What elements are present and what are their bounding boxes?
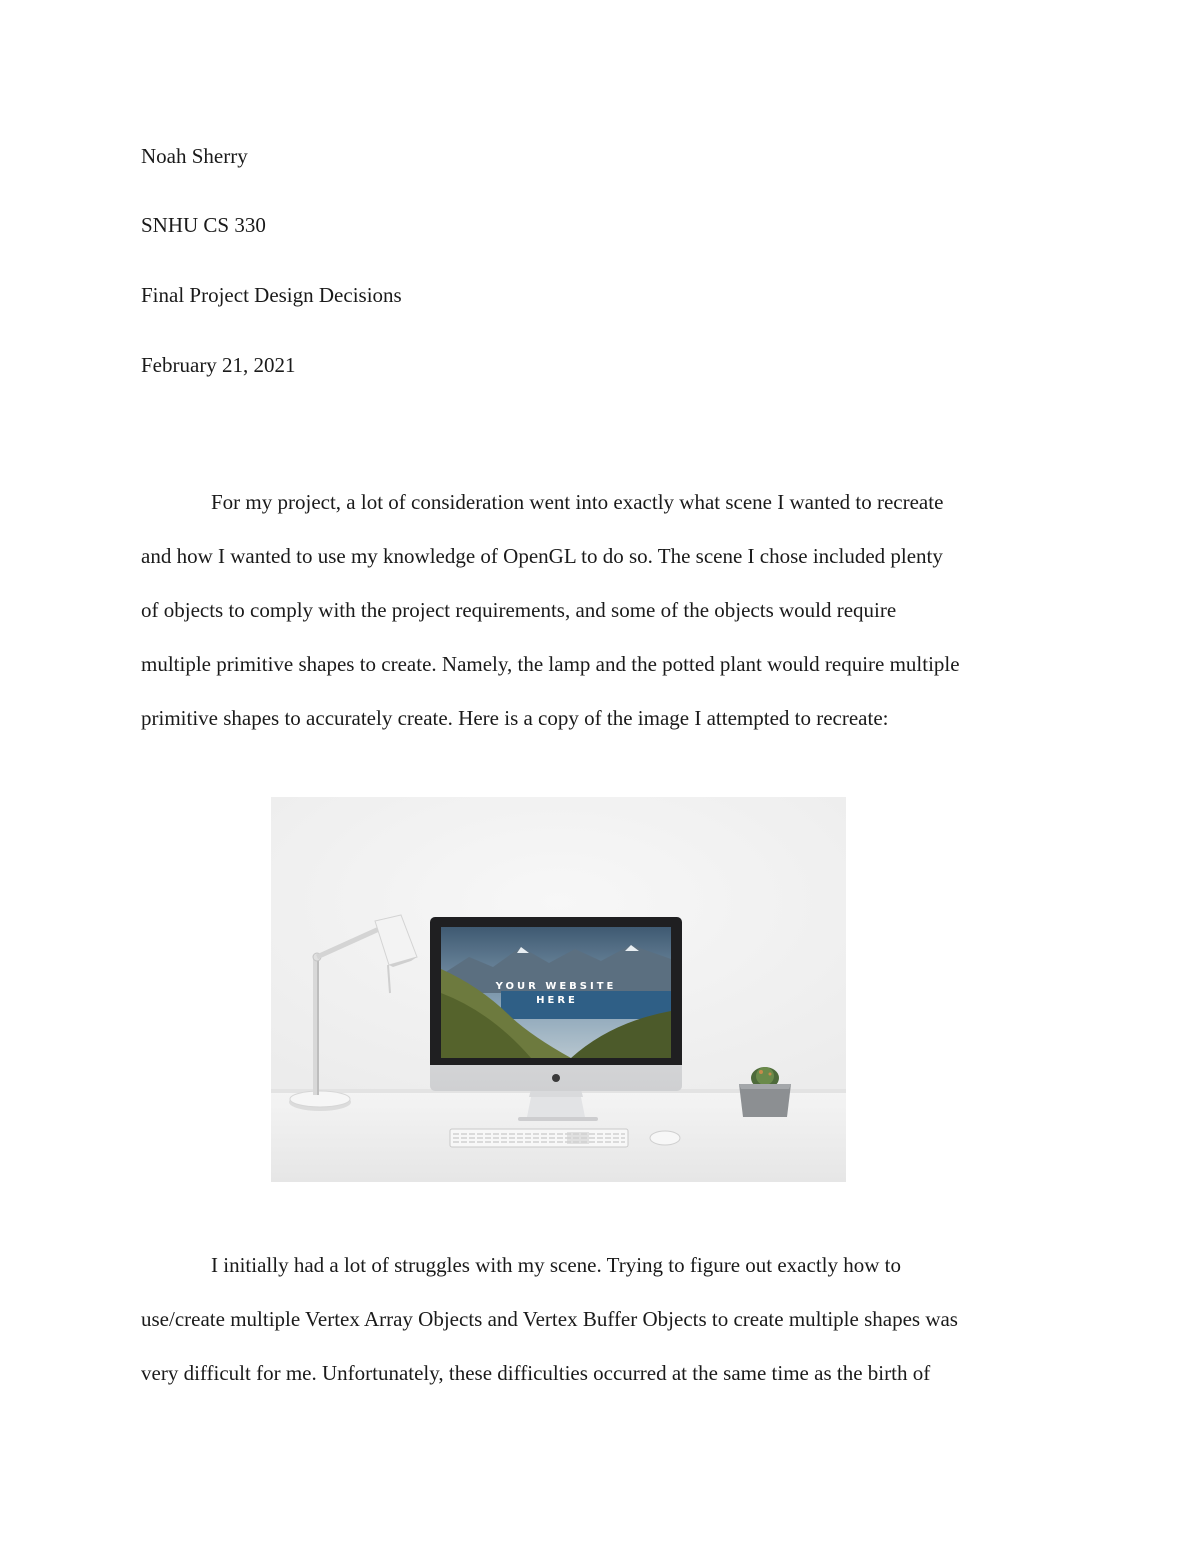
screen-text: YOUR WEBSITE (495, 981, 617, 992)
paragraph-line: multiple primitive shapes to create. Namely, the lamp and the potted plant would require multiple (141, 652, 960, 676)
author-name: Noah Sherry (141, 144, 248, 168)
course-name: SNHU CS 330 (141, 213, 266, 237)
paragraph-line: For my project, a lot of consideration went into exactly what scene I wanted to recreate (211, 490, 944, 514)
document-date: February 21, 2021 (141, 353, 296, 377)
paragraph-line: and how I wanted to use my knowledge of OpenGL to do so. The scene I chose included plenty (141, 544, 943, 568)
paragraph-line: of objects to comply with the project requirements, and some of the objects would require (141, 598, 897, 622)
screen-text: HERE (536, 995, 578, 1006)
paragraph-line: very difficult for me. Unfortunately, these difficulties occurred at the same time as the birth of (141, 1361, 931, 1385)
paragraph-line: I initially had a lot of struggles with my scene. Trying to figure out exactly how to (211, 1253, 901, 1277)
mouse (650, 1131, 680, 1145)
desk-scene-image (271, 797, 846, 1182)
paragraph-line: use/create multiple Vertex Array Objects and Vertex Buffer Objects to create multiple shapes was (141, 1307, 958, 1331)
document-title: Final Project Design Decisions (141, 283, 402, 307)
paragraph-line: primitive shapes to accurately create. Here is a copy of the image I attempted to recreate: (141, 706, 889, 730)
apple-logo-icon (552, 1074, 560, 1082)
monitor (430, 917, 682, 1121)
keyboard (450, 1129, 628, 1147)
